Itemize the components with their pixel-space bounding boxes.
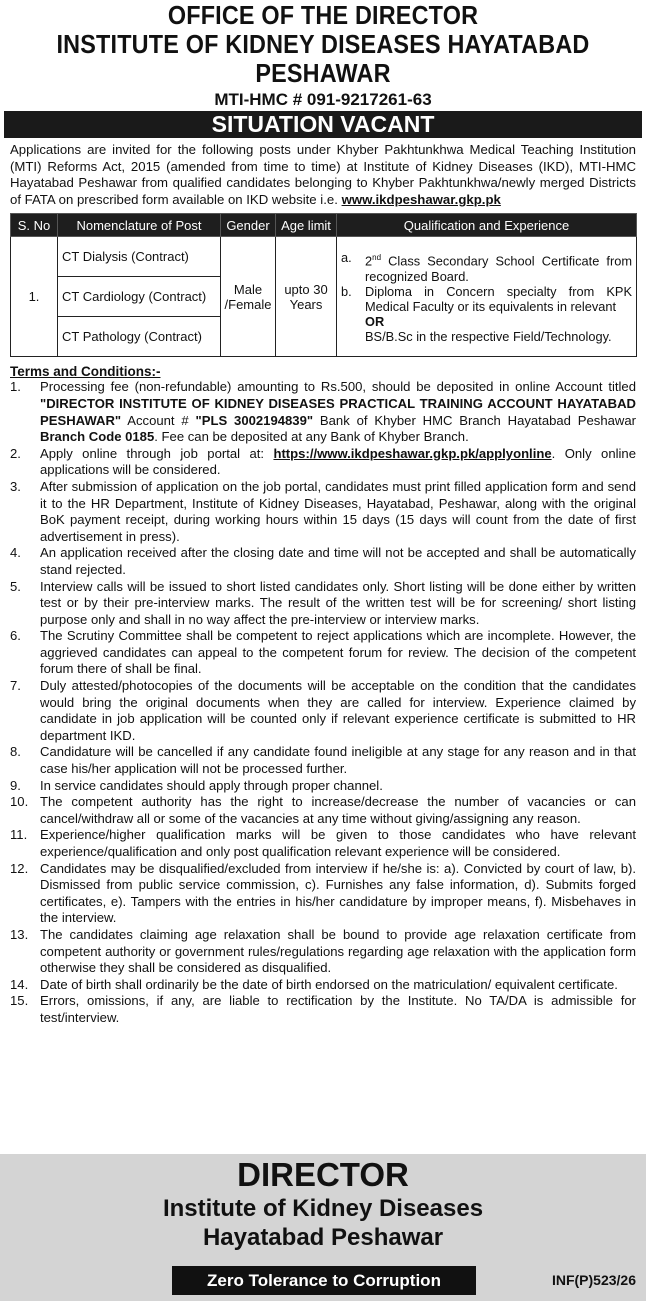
office-title: OFFICE OF THE DIRECTOR	[167, 0, 479, 30]
term-item	[10, 744, 636, 777]
term-number: 15.	[10, 993, 29, 1009]
term-text: In service candidates should apply through proper channel.	[40, 777, 383, 793]
situation-vacant-banner: SITUATION VACANT	[4, 111, 642, 138]
term-text: Processing fee (non-refundable) amounting to Rs.500, should be deposited in online Account titled "DIRECTOR INSTITUTE OF KIDNEY DISEASES PRACTICAL TRAINING ACCOUNT HAYATABAD PESHAWAR" Account # "PLS 3002194839" Bank of Khyber HMC Branch Hayatabad Peshawar Branch Code 0185. Fee can be deposited at any Bank of Khyber Branch.	[40, 379, 637, 445]
footer-director: DIRECTOR	[237, 1156, 409, 1193]
term-number: 9.	[10, 777, 21, 793]
term-text: Candidature will be cancelled if any candidate found ineligible at any stage for any reason and in that case his/her application will not be processed further.	[40, 744, 636, 777]
apply-online-link[interactable]: https://www.ikdpeshawar.gkp.pk/applyonline	[273, 445, 552, 461]
term-text: After submission of application on the job portal, candidates must print filled application form and send it to the HR Department, Institute of Kidney Diseases, Hayatabad, Peshawar, along with the original BoK payment receipt, during working hours within 15 days (15 days will count from the date of first advertisement in press).	[40, 478, 636, 544]
col-age: Age limit	[276, 214, 337, 237]
phone-number: MTI-HMC # 091-9217261-63	[214, 90, 432, 109]
qual-b-letter: b.	[341, 283, 352, 299]
term-item	[10, 579, 636, 629]
qual-a	[341, 250, 632, 283]
term-number: 10.	[10, 794, 29, 810]
term-item	[10, 479, 636, 545]
term-number: 6.	[10, 628, 21, 644]
term-item	[10, 446, 636, 479]
term-number: 3.	[10, 478, 21, 494]
qual-c-text: BS/B.Sc in the respective Field/Technology.	[365, 328, 612, 344]
header	[0, 2, 646, 111]
intro-paragraph	[10, 142, 636, 208]
term-item	[10, 778, 636, 795]
ad-reference: INF(P)523/26	[551, 1272, 636, 1288]
term-item	[10, 927, 636, 977]
zero-tolerance-badge: Zero Tolerance to Corruption	[172, 1266, 476, 1295]
qual-a-suffix: nd	[372, 253, 382, 263]
term-number: 4.	[10, 545, 21, 561]
term-text: The competent authority has the right to increase/decrease the number of vacancies or can cancel/withdraw all or some of the vacancies at any time without giving/assigning any reason.	[40, 794, 636, 826]
cell-sno: 1.	[11, 237, 58, 357]
col-qualification: Qualification and Experience	[337, 214, 637, 237]
term-number: 8.	[10, 744, 21, 760]
qual-b-text: Diploma in Concern specialty from KPK Medical Faculty or its equivalents in relevant	[365, 283, 632, 314]
term-item	[10, 861, 636, 927]
term-number: 5.	[10, 578, 21, 594]
terms-title: Terms and Conditions:-	[10, 364, 161, 380]
cell-gender: Male /Female	[221, 237, 276, 357]
term-item	[10, 678, 636, 744]
term-text: The candidates claiming age relaxation shall be bound to provide age relaxation certificate from competent authority or government rules/regulations regarding age relaxation with the application form otherwise they shall be considered as disqualified.	[40, 926, 636, 976]
term-number: 14.	[10, 976, 29, 992]
cell-post-dialysis: CT Dialysis (Contract)	[58, 237, 221, 277]
term-text: Candidates may be disqualified/excluded from interview if he/she is: a). Convicted by court of law, b). Dismissed from public service commission, c). Furnishes any false information, d). Submits forged certificates, e). Tampers with the entries in his/her candidature by improper means, f). Misbehaves in the interview.	[40, 860, 636, 926]
term-number: 7.	[10, 678, 21, 694]
term-text: Errors, omissions, if any, are liable to rectification by the Institute. No TA/DA is admissible for test/interview.	[40, 993, 636, 1025]
term-number: 13.	[10, 926, 29, 942]
cell-age: upto 30 Years	[276, 237, 337, 357]
term-item	[10, 379, 636, 445]
col-gender: Gender	[221, 214, 276, 237]
col-sno: S. No	[11, 214, 58, 237]
term-text: The Scrutiny Committee shall be competent to reject applications which are incomplete. However, the aggrieved candidates can appeal to the competent forum for review. The decision of the competent forum there of shall be final.	[40, 628, 636, 677]
table-header-row	[11, 214, 637, 237]
term-item	[10, 977, 636, 994]
website-link[interactable]: www.ikdpeshawar.gkp.pk	[341, 191, 501, 207]
cell-post-pathology: CT Pathology (Contract)	[58, 317, 221, 357]
term-number: 11.	[10, 827, 28, 843]
footer-institute: Institute of Kidney Diseases	[162, 1195, 484, 1222]
qual-a-letter: a.	[341, 250, 352, 266]
posts-table	[10, 213, 637, 357]
term-text: Apply online through job portal at: https://www.ikdpeshawar.gkp.pk/applyonline. Only online applications will be considered.	[40, 445, 636, 478]
cell-qualification	[337, 237, 637, 357]
term-number: 12.	[10, 860, 29, 876]
qual-or: OR	[365, 313, 385, 329]
term-item	[10, 794, 636, 827]
intro-text: Applications are invited for the following posts under Khyber Pakhtunkhwa Medical Teaching Institution (MTI) Reforms Act, 2015 (amended from time to time) at Institute of Kidney Diseases (IKD), MTI-HMC Hayatabad Peshawar from qualified candidates belonging to Khyber Pakhtunkhwa/newly merged Districts of FATA on prescribed form available on IKD website i.e.	[10, 142, 636, 207]
term-text: Interview calls will be issued to short listed candidates only. Short listing will be done either by written test or by their pre-interview marks. The result of the written test will be for screening/ short listing purpose only and shall in no way affect the pre-interview or interview marks.	[40, 578, 636, 627]
qual-a-ordinal: 2	[365, 253, 373, 269]
city-title: PESHAWAR	[255, 58, 391, 88]
terms-list	[10, 379, 636, 1026]
term-item	[10, 545, 636, 578]
term-item	[10, 628, 636, 678]
table-row	[11, 237, 637, 277]
qual-a-text: Class Secondary School Certificate from recognized Board.	[365, 253, 632, 284]
institute-title: INSTITUTE OF KIDNEY DISEASES HAYATABAD	[56, 29, 590, 59]
footer-location: Hayatabad Peshawar	[202, 1224, 444, 1251]
term-text: Date of birth shall ordinarily be the date of birth endorsed on the matriculation/ equivalent certificate.	[40, 976, 618, 992]
term-item	[10, 827, 636, 860]
term-text: Duly attested/photocopies of the documents will be acceptable on the condition that the candidates would bring the original documents when they are called for interview. Experience claimed by candidate in job application will be counted only if relevant experience certificate is submitted to HR department IKD.	[40, 678, 636, 743]
cell-post-cardiology: CT Cardiology (Contract)	[58, 277, 221, 317]
col-post: Nomenclature of Post	[58, 214, 221, 237]
term-number: 1.	[10, 379, 21, 395]
term-text: Experience/higher qualification marks will be given to those candidates who have relevant experience/qualification and only post qualification relevant experience will be considered.	[40, 827, 636, 859]
term-number: 2.	[10, 445, 21, 461]
term-item	[10, 993, 636, 1026]
term-text: An application received after the closing date and time will not be accepted and shall be automatically stand rejected.	[40, 545, 636, 577]
footer	[0, 1154, 646, 1301]
qual-b	[341, 284, 632, 314]
